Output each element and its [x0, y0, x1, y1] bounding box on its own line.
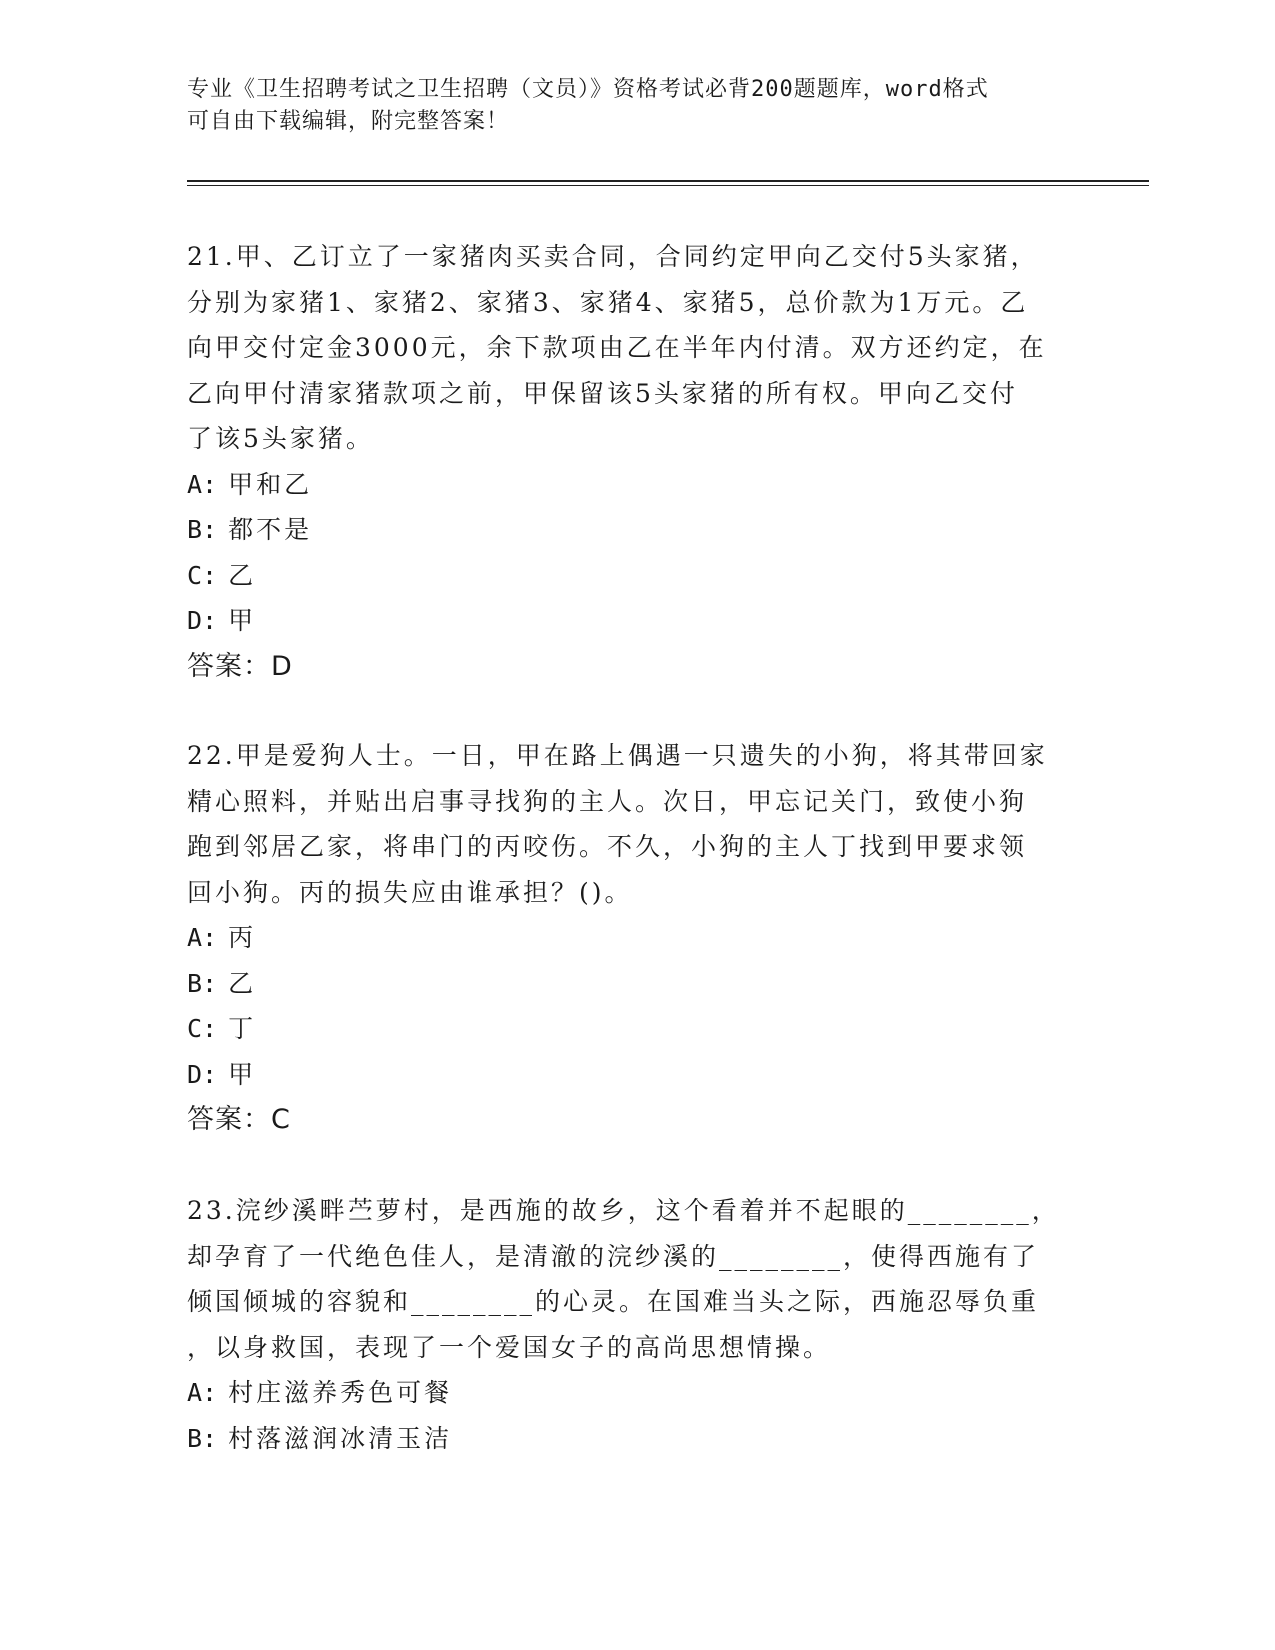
- option-key: D:: [187, 1059, 218, 1089]
- option-key: A:: [187, 469, 218, 499]
- option-key: B:: [187, 1423, 218, 1453]
- option-key: B:: [187, 968, 218, 998]
- option-text: 乙: [228, 968, 257, 998]
- question-stem-line: 23.浣纱溪畔苎萝村，是西施的故乡，这个看着并不起眼的________，: [187, 1196, 1060, 1225]
- option-text: 丁: [228, 1014, 257, 1043]
- option-b: [187, 1416, 1067, 1462]
- question-stem-line: 22.甲是爱狗人士。一日，甲在路上偶遇一只遗失的小狗，将其带回家: [187, 741, 1048, 770]
- option-a: [187, 462, 1067, 508]
- option-key: C:: [187, 560, 218, 590]
- option-text: 甲和乙: [228, 469, 313, 499]
- option-text: 村庄滋养秀色可餐: [228, 1378, 453, 1407]
- question-stem-line: ，以身救国，表现了一个爱国女子的高尚思想情操。: [187, 1332, 832, 1362]
- option-d: [187, 598, 1067, 644]
- option-a: [187, 915, 1067, 961]
- option-text: 都不是: [228, 515, 313, 544]
- question-stem-line: 分别为家猪1、家猪2、家猪3、家猪4、家猪5，总价款为1万元。乙: [187, 287, 1029, 317]
- option-text: 村落滋润冰清玉洁: [228, 1423, 453, 1453]
- question-stem-line: 乙向甲付清家猪款项之前，甲保留该5头家猪的所有权。甲向乙交付: [187, 378, 1018, 408]
- question-stem-line: 了该5头家猪。: [187, 424, 374, 453]
- option-key: A:: [187, 923, 218, 952]
- option-c: [187, 553, 1067, 599]
- header-divider-thin: [187, 185, 1149, 186]
- question-stem-line: 跑到邻居乙家，将串门的丙咬伤。不久，小狗的主人丁找到甲要求领: [187, 832, 1028, 861]
- question-stem-line: 向甲交付定金3000元，余下款项由乙在半年内付清。双方还约定，在: [187, 333, 1047, 362]
- answer-line: 答案：D: [187, 650, 293, 682]
- option-a: [187, 1370, 1067, 1416]
- question-21: [187, 234, 1067, 689]
- option-text: 甲: [228, 606, 257, 635]
- question-stem-line: 回小狗。丙的损失应由谁承担？()。: [187, 877, 633, 907]
- option-text: 甲: [228, 1059, 257, 1089]
- option-d: [187, 1052, 1067, 1098]
- option-text: 乙: [228, 560, 257, 590]
- question-22: [187, 733, 1067, 1143]
- option-key: B:: [187, 515, 218, 544]
- question-stem-line: 倾国倾城的容貌和________的心灵。在国难当头之际，西施忍辱负重: [187, 1287, 1040, 1316]
- header-line-1: 专业《卫生招聘考试之卫生招聘（文员）》资格考试必背200题题库，word格式: [187, 77, 989, 102]
- question-stem-line: 21.甲、乙订立了一家猪肉买卖合同，合同约定甲向乙交付5头家猪，: [187, 242, 1039, 271]
- answer-line: 答案：C: [187, 1104, 291, 1135]
- header-line-2: 可自由下载编辑，附完整答案！: [187, 109, 510, 134]
- option-key: A:: [187, 1378, 218, 1407]
- option-b: [187, 507, 1067, 553]
- question-stem-line: 却孕育了一代绝色佳人，是清澈的浣纱溪的________，使得西施有了: [187, 1241, 1040, 1271]
- question-stem-line: 精心照料，并贴出启事寻找狗的主人。次日，甲忘记关门，致使小狗: [187, 786, 1028, 816]
- option-b: [187, 961, 1067, 1007]
- document-header: [187, 74, 1067, 138]
- header-divider-thick: [187, 180, 1149, 182]
- option-c: [187, 1006, 1067, 1052]
- option-text: 丙: [228, 923, 257, 952]
- option-key: D:: [187, 606, 218, 635]
- option-key: C:: [187, 1014, 218, 1043]
- question-23: [187, 1188, 1067, 1461]
